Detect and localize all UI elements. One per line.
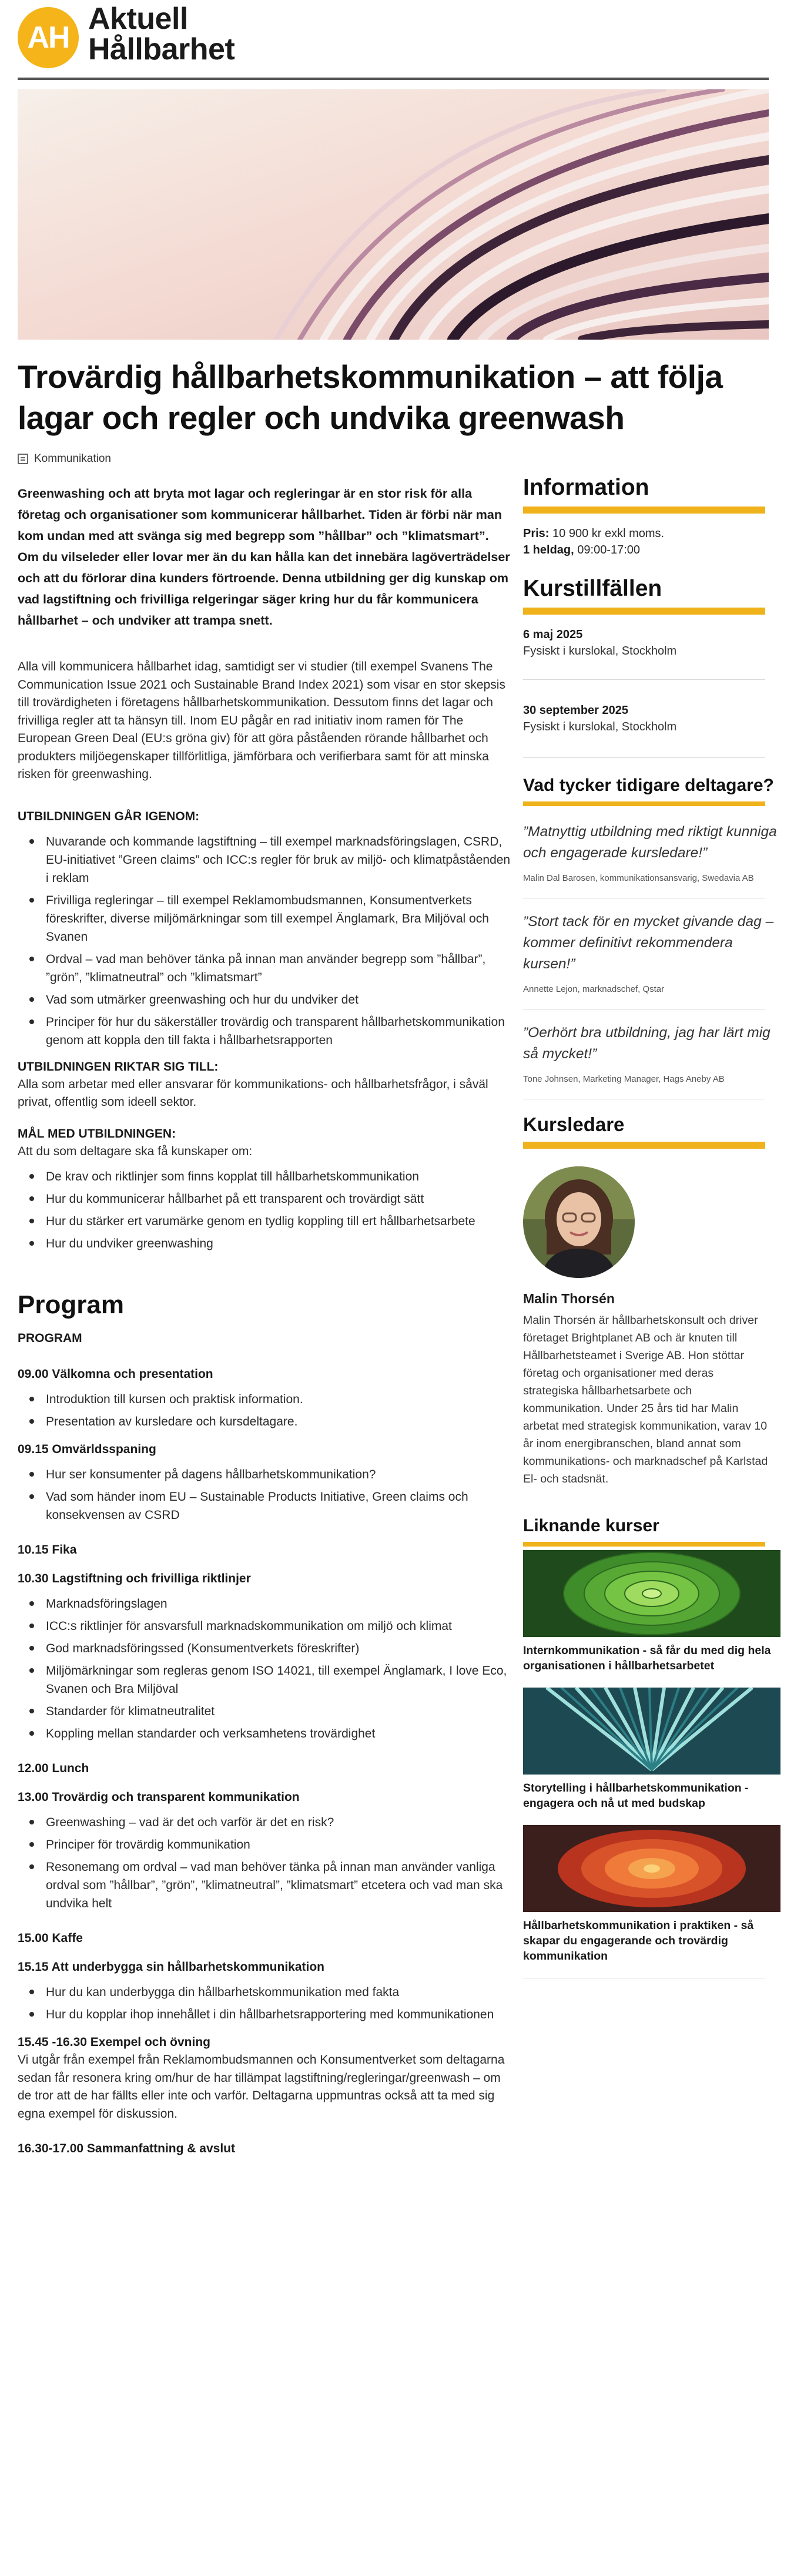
price-line: [523, 525, 780, 542]
list-item: Hur du kan underbygga din hållbarhetskommunikation med fakta: [18, 1983, 511, 2001]
related-course-card[interactable]: [523, 1550, 780, 1673]
program-slot-title: 15.00 Kaffe: [18, 1931, 83, 1945]
covers-list: [18, 833, 511, 1049]
program-slot-title: 15.45 -16.30 Exempel och övning: [18, 2035, 210, 2049]
related-course-title[interactable]: Hållbarhetskommunikation i praktiken - så skapar du engagerande och trovärdig kommunikation: [523, 1919, 754, 1963]
list-item: Introduktion till kursen och praktisk information.: [18, 1390, 511, 1408]
list-item: Standarder för klimatneutralitet: [18, 1702, 511, 1720]
list-item: Frivilliga regleringar – till exempel Reklamombudsmannen, Konsumentverkets föreskrifter, diverse miljömärkningar som till exempel Änglamark, Bra Miljöval och Svanen: [18, 891, 511, 946]
occasion-date: 6 maj 2025: [523, 628, 583, 641]
audience-heading: UTBILDNINGEN RIKTAR SIG TILL:: [18, 1059, 219, 1074]
hero-image: [18, 89, 769, 340]
leader-portrait: [523, 1166, 635, 1278]
list-item: God marknadsföringssed (Konsumentverkets föreskrifter): [18, 1639, 511, 1658]
program-heading: Program: [18, 1290, 124, 1319]
list-item: Hur du kopplar ihop innehållet i din hållbarhetsrapportering med kommunikationen: [18, 2005, 511, 2024]
program-slot-title: 13.00 Trovärdig och transparent kommunikation: [18, 1790, 300, 1804]
list-item: ICC:s riktlinjer för ansvarsfull marknadskommunikation om miljö och klimat: [18, 1617, 511, 1635]
program-slot-title: 09.00 Välkomna och presentation: [18, 1367, 213, 1381]
accent-bar: [523, 1142, 765, 1149]
duration-line: [523, 542, 780, 558]
related-course-title[interactable]: Storytelling i hållbarhetskommunikation - engagera och nå ut med budskap: [523, 1782, 749, 1810]
logo-text[interactable]: [88, 4, 235, 65]
main-content: [18, 483, 511, 2168]
intro-paragraph: Alla vill kommunicera hållbarhet idag, samtidigt ser vi studier (till exempel Svanens The Communication Issue 2021 och Sustainable Brand Index 2021) som visar en stor skepsis till trovärdigheten i företagens hållbarhetskommunikation. Dessutom finns det lagar och frivilliga regler att ta hänsyn till. Inom EU pågår en rad initiativ inom ramen för The European Green Deal (EU:s gröna giv) för att göra påståenden rörande hållbarhet och produkters miljöegenskaper tillförlitliga, jämförbara och verifierbara samt för att minska risken för greenwashing.: [18, 660, 505, 781]
list-item: Hur du stärker ert varumärke genom en tydlig koppling till ert hållbarhetsarbete: [18, 1212, 511, 1230]
leader-name: Malin Thorsén: [523, 1291, 615, 1306]
list-item: De krav och riktlinjer som finns kopplat till hållbarhetskommunikation: [18, 1168, 511, 1186]
category-label: Kommunikation: [34, 452, 111, 465]
program-slot-title: 09.15 Omvärldsspaning: [18, 1443, 156, 1456]
accent-bar: [523, 1542, 765, 1547]
review-item: [523, 821, 780, 885]
review-author: Annette Lejon, marknadschef, Qstar: [523, 984, 665, 994]
occasions-heading: Kurstillfällen: [523, 576, 662, 601]
divider: [523, 679, 765, 680]
accent-bar: [523, 801, 765, 806]
leader-bio: Malin Thorsén är hållbarhetskonsult och driver företaget Brightplanet AB och är knuten till Hållbarhetsteamet i Sverige AB. Hon stöttar företag och organisationer med deras strategiska hållbarhetsarbete och kommunikation. Under 25 års tid har Malin arbetat med strategisk kommunikation, varav 10 år inom energibranschen, bland annat som kommunikations- och marknadschef på Karlstad El- och stadsnät.: [523, 1314, 768, 1485]
category-tag[interactable]: [18, 452, 111, 465]
program-slot-list: [18, 1595, 511, 1743]
occasion-date: 30 september 2025: [523, 704, 629, 717]
logo-line-1: Aktuell: [88, 2, 188, 36]
program-slot-list: [18, 1813, 511, 1913]
list-item: Greenwashing – vad är det och varför är det en risk?: [18, 1813, 511, 1832]
info-heading: Information: [523, 475, 649, 500]
category-icon: [18, 454, 28, 464]
page-title: Trovärdig hållbarhetskommunikation – att följa lagar och regler och undvika greenwash: [18, 358, 723, 436]
review-quote: ”Stort tack för en mycket givande dag – kommer definitivt rekommendera kursen!”: [523, 914, 774, 972]
list-item: Vad som utmärker greenwashing och hur du undviker det: [18, 991, 511, 1009]
related-course-title[interactable]: Internkommunikation - så får du med dig hela organisationen i hållbarhetsarbetet: [523, 1644, 771, 1672]
list-item: Hur du kommunicerar hållbarhet på ett transparent och trovärdigt sätt: [18, 1190, 511, 1208]
program-slot-title: 16.30-17.00 Sammanfattning & avslut: [18, 2142, 235, 2155]
logo-mark[interactable]: AH: [18, 7, 79, 68]
duration-label: 1 heldag,: [523, 544, 574, 556]
audience-text: Alla som arbetar med eller ansvarar för kommunikations- och hållbarhetsfrågor, i såväl privat, offentlig som ideell sektor.: [18, 1077, 488, 1109]
program-slot-title: 12.00 Lunch: [18, 1762, 89, 1775]
related-course-image[interactable]: [523, 1550, 780, 1637]
program-slot-list: [18, 1983, 511, 2024]
divider: [523, 757, 765, 758]
program-slot-title: 10.15 Fika: [18, 1543, 77, 1557]
reviews-heading: Vad tycker tidigare deltagare?: [523, 776, 774, 795]
header-divider: [18, 78, 769, 80]
occasion-item[interactable]: [523, 626, 780, 659]
list-item: Presentation av kursledare och kursdeltagare.: [18, 1413, 511, 1431]
list-item: Hur ser konsumenter på dagens hållbarhetskommunikation?: [18, 1465, 511, 1484]
review-author: Malin Dal Barosen, kommunikationsansvarig, Swedavia AB: [523, 873, 754, 883]
accent-bar: [523, 608, 765, 615]
logo-line-2: Hållbarhet: [88, 32, 235, 66]
list-item: Principer för trovärdig kommunikation: [18, 1836, 511, 1854]
site-header: [0, 0, 804, 82]
related-course-image[interactable]: [523, 1688, 780, 1775]
related-heading: Liknande kurser: [523, 1516, 659, 1535]
list-item: Vad som händer inom EU – Sustainable Products Initiative, Green claims och konsekvensen av CSRD: [18, 1488, 511, 1524]
review-author: Tone Johnsen, Marketing Manager, Hags Aneby AB: [523, 1074, 725, 1084]
program-subheading: PROGRAM: [18, 1331, 82, 1345]
covers-heading: UTBILDNINGEN GÅR IGENOM:: [18, 809, 200, 823]
related-course-image[interactable]: [523, 1825, 780, 1912]
goals-intro: Att du som deltagare ska få kunskaper om:: [18, 1144, 253, 1158]
review-item: [523, 911, 780, 996]
program-slot-list: [18, 1390, 511, 1431]
hero-pages-illustration: [18, 89, 769, 340]
list-item: Hur du undviker greenwashing: [18, 1235, 511, 1253]
review-quote: ”Matnyttig utbildning med riktigt kunniga och engagerade kursledare!”: [523, 824, 777, 861]
list-item: Resonemang om ordval – vad man behöver tänka på innan man använder vanliga ordval som ”hållbar”, ”grön”, ”klimatneutral”, ”klimatsmart” etcetera och vad man ska undvika helt: [18, 1858, 511, 1913]
review-quote: ”Oerhört bra utbildning, jag har lärt mig så mycket!”: [523, 1025, 771, 1062]
avatar: [523, 1166, 635, 1278]
goals-heading: MÅL MED UTBILDNINGEN:: [18, 1126, 176, 1141]
program-slot-list: [18, 1465, 511, 1524]
price-label: Pris:: [523, 527, 550, 540]
sidebar: [523, 474, 780, 1991]
related-course-card[interactable]: [523, 1688, 780, 1811]
occasion-item[interactable]: [523, 702, 780, 735]
occasion-place: Fysiskt i kurslokal, Stockholm: [523, 720, 677, 733]
list-item: Principer för hur du säkerställer trovärdig och transparent hållbarhetskommunikation genom att koppla den till fakta i hållbarhetsrapporten: [18, 1013, 511, 1049]
price-value: 10 900 kr exkl moms.: [552, 527, 665, 540]
program-slot-title: 15.15 Att underbygga sin hållbarhetskommunikation: [18, 1960, 324, 1974]
accent-bar: [523, 507, 765, 514]
list-item: Nuvarande och kommande lagstiftning – till exempel marknadsföringslagen, CSRD, EU-initiativet ”Green claims” och ICC:s regler för bruk av miljö- och klimatpåståenden i reklam: [18, 833, 511, 887]
review-item: [523, 1022, 780, 1086]
list-item: Ordval – vad man behöver tänka på innan man använder begrepp som ”hållbar”, ”grön”, ”klimatneutral” och ”klimatsmart”: [18, 950, 511, 987]
goals-list: [18, 1168, 511, 1253]
lead-paragraph: Greenwashing och att bryta mot lagar och regleringar är en stor risk för alla företag och organisationer som kommunicerar hållbarhet. Tiden är förbi när man kom undan med att svänga sig med begrepp som ”hållbar” och ”klimatsmart”. Om du vilseleder eller lovar mer än du kan hålla kan det innebära lagöverträdelser och att du förlorar dina kunders förtroende. Denna utbildning ger dig kunskap om vad lagstiftning och frivilliga relgeringar säger kring hur du får kommunicera hållbarhet – och undviker att trampa snett.: [18, 487, 510, 628]
occasion-place: Fysiskt i kurslokal, Stockholm: [523, 645, 677, 658]
list-item: Koppling mellan standarder och verksamhetens trovärdighet: [18, 1725, 511, 1743]
program-slot-text: Vi utgår från exempel från Reklamombudsmannen och Konsumentverket som deltagarna sedan får resonera kring om/hur de har tillämpat lagstiftning/regleringar/greenwash – om de tror att de har fällts eller inte och varför. Deltagarna uppmuntras också att ta med sig egna exempel för diskussion.: [18, 2053, 505, 2121]
related-course-card[interactable]: [523, 1825, 780, 1964]
list-item: Marknadsföringslagen: [18, 1595, 511, 1613]
program-slot-title: 10.30 Lagstiftning och frivilliga riktlinjer: [18, 1572, 251, 1585]
leader-heading: Kursledare: [523, 1113, 625, 1135]
duration-value: 09:00-17:00: [577, 544, 641, 556]
list-item: Miljömärkningar som regleras genom ISO 14021, till exempel Änglamark, I love Eco, Svanen och Bra Miljöval: [18, 1662, 511, 1698]
